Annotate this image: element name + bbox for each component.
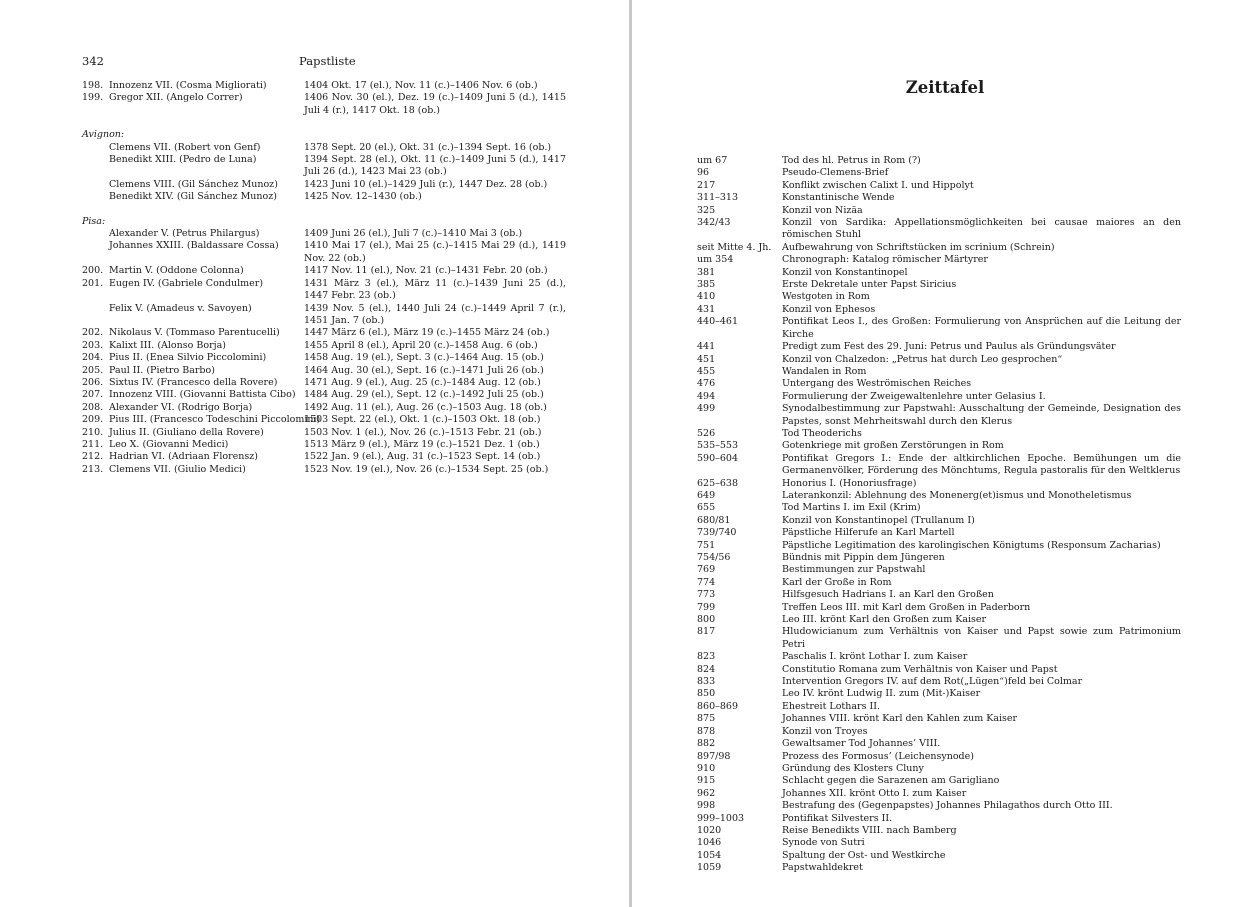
timeline-year: 897/98 [697, 750, 731, 762]
timeline-row [697, 478, 1181, 490]
pope-group-pisa [82, 228, 566, 476]
timeline-row [697, 626, 1181, 651]
timeline-row [697, 378, 1181, 390]
timeline-event: Konzil von Chalzedon: „Petrus hat durch Leo gesprochen“ [782, 353, 1063, 365]
timeline-event: Constitutio Romana zum Verhältnis von Kaiser und Papst [782, 663, 1058, 675]
timeline-year: 823 [697, 651, 716, 663]
timeline-row [697, 688, 1181, 700]
timeline-row [697, 800, 1181, 812]
pope-row [82, 451, 566, 463]
timeline-event: Konzil von Troyes [782, 725, 868, 737]
pope-dates: 1409 Juni 26 (el.), Juli 7 (c.)–1410 Mai 3 (ob.) [304, 228, 523, 240]
timeline-event: Pontifikat Silvesters II. [782, 812, 893, 824]
timeline-event: Westgoten in Rom [782, 291, 870, 303]
timeline-event: Gründung des Klosters Cluny [782, 762, 924, 774]
timeline-year: 769 [697, 564, 716, 576]
pope-row [82, 327, 566, 339]
pope-dates: 1464 Aug. 30 (el.), Sept. 16 (c.)–1471 Juli 26 (ob.) [304, 364, 544, 376]
timeline-event: Intervention Gregors IV. auf dem Rot(„Lügen“)feld bei Colmar [782, 676, 1083, 688]
timeline-event: Päpstliche Legitimation des karolingischen Königtums (Responsum Zacharias) [782, 539, 1161, 551]
pope-dates: 1410 Mai 17 (el.), Mai 25 (c.)–1415 Mai 29 (d.), 1419 Nov. 22 (ob.) [304, 240, 566, 264]
timeline-year: um 67 [697, 155, 728, 166]
timeline-row [697, 279, 1181, 291]
pope-name: Innozenz VII. (Cosma Migliorati) [109, 80, 267, 91]
pope-row [82, 389, 566, 401]
pope-name: Alexander V. (Petrus Philargus) [109, 228, 260, 240]
timeline-event: Tod Theoderichs [782, 427, 862, 439]
timeline-row [697, 316, 1181, 341]
timeline-year: 882 [697, 738, 716, 750]
pope-name: Leo X. (Giovanni Medici) [109, 438, 229, 450]
pope-row [82, 439, 566, 451]
timeline-year: 455 [697, 365, 716, 377]
timeline-event: Prozess des Formosus’ (Leichensynode) [782, 750, 974, 762]
pope-dates: 1431 März 3 (el.), März 11 (c.)–1439 Juni 25 (d.), 1447 Febr. 23 (ob.) [304, 277, 566, 302]
timeline-event: Reise Benedikts VIII. nach Bamberg [782, 824, 957, 836]
timeline-row [697, 602, 1181, 614]
timeline-event: Honorius I. (Honoriusfrage) [782, 477, 917, 489]
timeline-row [697, 862, 1181, 874]
pope-dates: 1471 Aug. 9 (el.), Aug. 25 (c.)–1484 Aug. 12 (ob.) [304, 376, 541, 388]
timeline-row [697, 515, 1181, 527]
pope-row [82, 352, 566, 364]
timeline-row [697, 304, 1181, 316]
pope-name: Benedikt XIII. (Pedro de Luna) [109, 154, 257, 166]
pope-number: 213. [82, 463, 104, 475]
timeline-row [697, 540, 1181, 552]
timeline-row [697, 751, 1181, 763]
timeline-year: 325 [697, 204, 716, 216]
timeline-event: Konstantinische Wende [782, 192, 895, 204]
timeline-year: 799 [697, 601, 716, 613]
timeline-row [697, 354, 1181, 366]
timeline-event: Synode von Sutri [782, 837, 865, 849]
timeline-event: Tod Martins I. im Exil (Krim) [782, 502, 921, 514]
timeline-row [697, 825, 1181, 837]
timeline-event: Konflikt zwischen Calixt I. und Hippolyt [782, 179, 974, 191]
timeline-year: 998 [697, 800, 716, 812]
pope-name: Martin V. (Oddone Colonna) [109, 265, 244, 277]
pope-name: Sixtus IV. (Francesco della Rovere) [109, 376, 278, 388]
pope-row [82, 414, 566, 426]
page-title: Zeittafel [905, 78, 985, 97]
timeline-event: Spaltung der Ost- und Westkirche [782, 849, 946, 861]
pope-name: Innozenz VIII. (Giovanni Battista Cibo) [109, 389, 296, 401]
timeline-row [697, 366, 1181, 378]
timeline-row [697, 180, 1181, 192]
pope-row [82, 303, 566, 328]
timeline-event: Konzil von Ephesos [782, 303, 876, 315]
timeline-event: Pontifikat Gregors I.: Ende der altkirchlichen Epoche. Bemühungen um die Germanenvölker, Förderung des Mönchtums, Regula pastoralis für den Weltklerus [782, 452, 1181, 477]
timeline-row [697, 763, 1181, 775]
timeline-event: Konzil von Konstantinopel (Trullanum I) [782, 514, 975, 526]
pope-dates: 1447 März 6 (el.), März 19 (c.)–1455 März 24 (ob.) [304, 327, 550, 339]
timeline-row [697, 242, 1181, 254]
pope-number: 202. [82, 327, 104, 339]
timeline-row [697, 440, 1181, 452]
timeline-row [697, 205, 1181, 217]
pope-row [82, 179, 566, 191]
timeline-year: 1054 [697, 849, 722, 861]
pope-group-main [82, 80, 566, 117]
pope-dates: 1484 Aug. 29 (el.), Sept. 12 (c.)–1492 Juli 25 (ob.) [304, 389, 544, 401]
pope-dates: 1394 Sept. 28 (el.), Okt. 11 (c.)–1409 Juni 5 (d.), 1417 Juli 26 (d.), 1423 Mai 23 (ob.) [304, 154, 566, 178]
pope-number [82, 179, 109, 191]
timeline-year: 476 [697, 378, 716, 390]
section-label-avignon: Avignon: [82, 129, 125, 141]
timeline-year: 499 [697, 403, 716, 415]
pope-row [82, 278, 566, 303]
pope-dates: 1523 Nov. 19 (el.), Nov. 26 (c.)–1534 Sept. 25 (ob.) [304, 463, 549, 475]
timeline-row [697, 502, 1181, 514]
pope-number [82, 154, 109, 179]
pope-dates: 1417 Nov. 11 (el.), Nov. 21 (c.)–1431 Febr. 20 (ob.) [304, 265, 548, 277]
timeline-event: Untergang des Weströmischen Reiches [782, 378, 972, 390]
timeline-event: Hilfsgesuch Hadrians I. an Karl den Großen [782, 589, 994, 601]
pope-dates: 1458 Aug. 19 (el.), Sept. 3 (c.)–1464 Aug. 15 (ob.) [304, 352, 544, 364]
timeline-event: Gotenkriege mit großen Zerstörungen in Rom [782, 440, 1004, 452]
timeline-year: 999–1003 [697, 812, 745, 824]
timeline-row [697, 267, 1181, 279]
timeline-year: 860–869 [697, 700, 739, 712]
timeline-year: 739/740 [697, 527, 737, 539]
pope-number: 212. [82, 451, 104, 463]
timeline-year: 526 [697, 427, 716, 439]
pope-number [82, 142, 109, 154]
timeline-row [697, 391, 1181, 403]
timeline-year: 385 [697, 279, 716, 291]
pope-row [82, 377, 566, 389]
pope-row [82, 191, 566, 203]
timeline-event: Bestrafung des (Gegenpapstes) Johannes Philagathos durch Otto III. [782, 800, 1113, 812]
timeline-year: 381 [697, 266, 716, 278]
timeline-year: 850 [697, 688, 716, 700]
timeline-year: seit Mitte 4. Jh. [697, 241, 772, 253]
timeline-row [697, 850, 1181, 862]
pope-name: Kalixt III. (Alonso Borja) [109, 339, 226, 351]
pope-number: 205. [82, 364, 104, 376]
timeline-year: 441 [697, 341, 716, 353]
pope-dates: 1378 Sept. 20 (el.), Okt. 31 (c.)–1394 Sept. 16 (ob.) [304, 141, 552, 153]
timeline-event: Treffen Leos III. mit Karl dem Großen in Paderborn [782, 601, 1031, 613]
timeline-year: 1059 [697, 862, 722, 874]
timeline-list [697, 155, 1181, 875]
timeline-row [697, 490, 1181, 502]
pope-name: Hadrian VI. (Adriaan Florensz) [109, 451, 258, 463]
pope-dates: 1503 Nov. 1 (el.), Nov. 26 (c.)–1513 Febr. 21 (ob.) [304, 426, 542, 438]
timeline-year: 96 [697, 167, 710, 179]
pope-dates: 1503 Sept. 22 (el.), Okt. 1 (c.)–1503 Okt. 18 (ob.) [304, 414, 541, 426]
pope-row [82, 365, 566, 377]
timeline-year: 342/43 [697, 217, 731, 229]
timeline-event: Bündnis mit Pippin dem Jüngeren [782, 552, 945, 563]
timeline-row [697, 788, 1181, 800]
timeline-year: 451 [697, 353, 716, 365]
timeline-row [697, 167, 1181, 179]
pope-name: Pius III. (Francesco Todeschini Piccolomini) [109, 414, 321, 426]
timeline-year: 774 [697, 576, 716, 588]
timeline-event: Konzil von Sardika: Appellationsmöglichkeiten bei causae maiores an den römischen Stuhl [782, 217, 1181, 241]
pope-number: 207. [82, 389, 104, 401]
timeline-event: Schlacht gegen die Sarazenen am Garigliano [782, 775, 1000, 787]
pope-row [82, 427, 566, 439]
pope-row [82, 240, 566, 265]
pope-number: 200. [82, 265, 104, 277]
timeline-event: Synodalbestimmung zur Papstwahl: Ausschaltung der Gemeinde, Designation des Papstes, sonst Mehrheitswahl durch den Klerus [782, 403, 1181, 427]
pope-name: Eugen IV. (Gabriele Condulmer) [109, 277, 264, 289]
timeline-year: 410 [697, 291, 716, 303]
timeline-event: Johannes XII. krönt Otto I. zum Kaiser [782, 787, 967, 799]
pope-number: 204. [82, 352, 104, 364]
timeline-year: 824 [697, 663, 716, 675]
timeline-year: 751 [697, 539, 716, 551]
timeline-row [697, 713, 1181, 725]
timeline-row [697, 676, 1181, 688]
pope-row [82, 92, 566, 117]
timeline-event: Laterankonzil: Ablehnung des Monenerg(et)ismus und Monotheletismus [782, 489, 1132, 501]
timeline-year: 649 [697, 489, 716, 501]
timeline-year: 625–638 [697, 477, 739, 489]
pope-row [82, 340, 566, 352]
timeline-row [697, 552, 1181, 564]
pope-dates: 1455 April 8 (el.), April 20 (c.)–1458 Aug. 6 (ob.) [304, 339, 538, 351]
pope-dates: 1404 Okt. 17 (el.), Nov. 11 (c.)–1406 Nov. 6 (ob.) [304, 80, 538, 91]
timeline-row [697, 837, 1181, 849]
timeline-event: Tod des hl. Petrus in Rom (?) [782, 155, 921, 166]
pope-dates: 1522 Jan. 9 (el.), Aug. 31 (c.)–1523 Sept. 14 (ob.) [304, 451, 541, 463]
pope-row [82, 142, 566, 154]
timeline-row [697, 527, 1181, 539]
timeline-year: 800 [697, 614, 716, 626]
pope-number: 201. [82, 277, 104, 289]
timeline-row [697, 428, 1181, 440]
pope-number: 199. [82, 92, 104, 104]
timeline-row [697, 217, 1181, 242]
pope-number [82, 240, 109, 265]
timeline-year: 440–461 [697, 316, 739, 328]
timeline-event: Chronograph: Katalog römischer Märtyrer [782, 254, 988, 266]
pope-number [82, 191, 109, 203]
timeline-row [697, 453, 1181, 478]
timeline-year: 494 [697, 390, 716, 402]
timeline-event: Johannes VIII. krönt Karl den Kahlen zum Kaiser [782, 713, 1018, 725]
timeline-row [697, 726, 1181, 738]
timeline-year: 1020 [697, 824, 722, 836]
right-page [632, 0, 1258, 907]
timeline-row [697, 614, 1181, 626]
timeline-year: um 354 [697, 254, 734, 266]
pope-row [82, 464, 566, 476]
pope-row [82, 265, 566, 277]
pope-name: Nikolaus V. (Tommaso Parentucelli) [109, 327, 280, 339]
pope-name: Paul II. (Pietro Barbo) [109, 364, 215, 376]
pope-name: Clemens VIII. (Gil Sánchez Munoz) [109, 178, 278, 190]
timeline-row [697, 651, 1181, 663]
timeline-event: Konzil von Nizäa [782, 204, 863, 216]
timeline-row [697, 291, 1181, 303]
pope-name: Alexander VI. (Rodrigo Borja) [109, 401, 253, 413]
pope-row [82, 402, 566, 414]
timeline-row [697, 155, 1181, 167]
timeline-event: Papstwahldekret [782, 862, 863, 874]
timeline-row [697, 192, 1181, 204]
pope-number: 209. [82, 414, 104, 426]
timeline-year: 217 [697, 179, 716, 191]
timeline-year: 833 [697, 676, 716, 688]
timeline-year: 590–604 [697, 452, 739, 464]
pope-name: Pius II. (Enea Silvio Piccolomini) [109, 352, 267, 364]
timeline-row [697, 664, 1181, 676]
timeline-year: 655 [697, 502, 716, 514]
timeline-year: 915 [697, 775, 716, 787]
pope-name: Clemens VII. (Giulio Medici) [109, 463, 246, 475]
pope-dates: 1423 Juni 10 (el.)–1429 Juli (r.), 1447 Dez. 28 (ob.) [304, 178, 548, 190]
timeline-row [697, 738, 1181, 750]
pope-dates: 1492 Aug. 11 (el.), Aug. 26 (c.)–1503 Aug. 18 (ob.) [304, 401, 547, 413]
pope-number: 206. [82, 376, 104, 388]
timeline-year: 817 [697, 626, 716, 638]
timeline-event: Leo IV. krönt Ludwig II. zum (Mit-)Kaiser [782, 688, 981, 700]
timeline-year: 1046 [697, 837, 722, 849]
timeline-year: 773 [697, 589, 716, 601]
timeline-event: Pseudo-Clemens-Brief [782, 167, 889, 179]
timeline-event: Leo III. krönt Karl den Großen zum Kaiser [782, 614, 987, 626]
page-number: 342 [82, 54, 104, 68]
timeline-row [697, 254, 1181, 266]
timeline-row [697, 577, 1181, 589]
timeline-event: Formulierung der Zweigewaltenlehre unter Gelasius I. [782, 390, 1046, 402]
timeline-event: Paschalis I. krönt Lothar I. zum Kaiser [782, 651, 968, 663]
timeline-year: 754/56 [697, 552, 731, 563]
pope-row [82, 154, 566, 179]
pope-dates: 1425 Nov. 12–1430 (ob.) [304, 191, 422, 203]
pope-number [82, 303, 109, 328]
timeline-row [697, 403, 1181, 428]
timeline-event: Päpstliche Hilferufe an Karl Martell [782, 527, 955, 539]
timeline-event: Pontifikat Leos I., des Großen: Formulierung von Ansprüchen auf die Leitung der Kirche [782, 316, 1181, 340]
pope-list [82, 80, 566, 476]
timeline-event: Wandalen in Rom [782, 365, 867, 377]
timeline-year: 962 [697, 787, 716, 799]
timeline-year: 680/81 [697, 514, 731, 526]
timeline-row [697, 341, 1181, 353]
timeline-event: Erste Dekretale unter Papst Siricius [782, 279, 957, 291]
pope-group-avignon [82, 142, 566, 204]
pope-row [82, 80, 566, 92]
pope-number: 210. [82, 426, 104, 438]
pope-dates: 1439 Nov. 5 (el.), 1440 Juli 24 (c.)–1449 April 7 (r.), 1451 Jan. 7 (ob.) [304, 302, 566, 326]
pope-number: 208. [82, 401, 104, 413]
pope-number: 198. [82, 80, 104, 91]
timeline-row [697, 564, 1181, 576]
timeline-row [697, 813, 1181, 825]
timeline-row [697, 701, 1181, 713]
timeline-year: 431 [697, 303, 716, 315]
pope-number [82, 228, 109, 240]
timeline-year: 910 [697, 762, 716, 774]
timeline-event: Gewaltsamer Tod Johannes’ VIII. [782, 738, 941, 750]
running-title: Papstliste [299, 54, 356, 68]
timeline-event: Konzil von Konstantinopel [782, 266, 908, 278]
pope-name: Benedikt XIV. (Gil Sánchez Munoz) [109, 191, 277, 203]
timeline-event: Predigt zum Fest des 29. Juni: Petrus und Paulus als Gründungsväter [782, 341, 1116, 353]
timeline-event: Bestimmungen zur Papstwahl [782, 564, 926, 576]
timeline-event: Hludowicianum zum Verhältnis von Kaiser und Papst sowie zum Patrimonium Petri [782, 626, 1181, 650]
pope-name: Clemens VII. (Robert von Genf) [109, 141, 261, 153]
pope-dates: 1513 März 9 (el.), März 19 (c.)–1521 Dez. 1 (ob.) [304, 438, 540, 450]
timeline-event: Aufbewahrung von Schriftstücken im scrinium (Schrein) [782, 241, 1055, 253]
pope-name: Gregor XII. (Angelo Correr) [109, 92, 243, 104]
pope-name: Johannes XXIII. (Baldassare Cossa) [109, 240, 279, 252]
pope-number: 203. [82, 339, 104, 351]
timeline-year: 878 [697, 725, 716, 737]
timeline-row [697, 775, 1181, 787]
timeline-year: 535–553 [697, 440, 739, 452]
timeline-event: Karl der Große in Rom [782, 576, 892, 588]
section-label-pisa: Pisa: [82, 215, 106, 227]
pope-name: Julius II. (Giuliano della Rovere) [109, 426, 264, 438]
pope-number: 211. [82, 438, 104, 450]
timeline-year: 311–313 [697, 192, 739, 204]
pope-name: Felix V. (Amadeus v. Savoyen) [109, 302, 252, 314]
timeline-event: Ehestreit Lothars II. [782, 700, 880, 712]
timeline-year: 875 [697, 713, 716, 725]
timeline-row [697, 589, 1181, 601]
pope-dates: 1406 Nov. 30 (el.), Dez. 19 (c.)–1409 Juni 5 (d.), 1415 Juli 4 (r.), 1417 Okt. 18 (ob.) [304, 92, 566, 116]
pope-row [82, 228, 566, 240]
